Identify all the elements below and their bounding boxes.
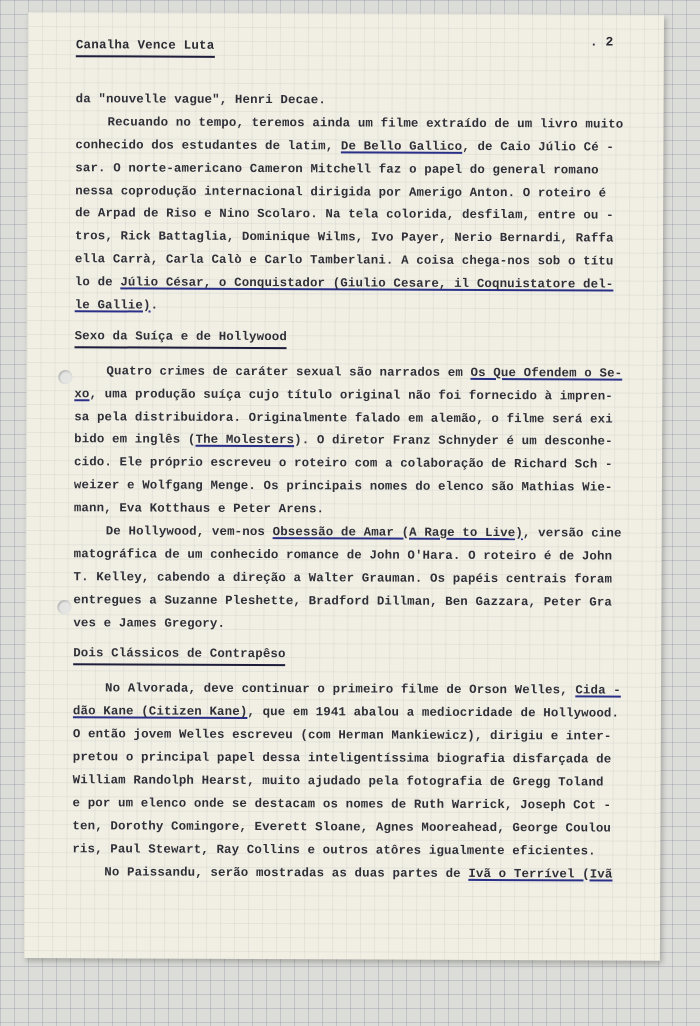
line-text: ves e James Gregory. — [73, 615, 226, 631]
punch-hole — [58, 370, 72, 384]
text-line — [75, 111, 643, 136]
text-line — [73, 612, 641, 637]
text-line — [75, 271, 643, 296]
text-line — [74, 497, 642, 522]
line-text: de Arpad de Riso e Nino Scolaro. Na tela colorida, desfilam, entre ou - — [75, 206, 614, 224]
underlined-title: Júlio César, o Conquistador (Giulio Cesare, il Coqnuistatore del- — [120, 275, 614, 292]
line-text: nessa coprodução internacional dirigida por Amerigo Anton. O roteiro é — [75, 183, 607, 201]
line-text: entregues a Suzanne Pleshette, Bradford Dillman, Ben Gazzara, Peter Gra — [73, 592, 613, 610]
text-line — [73, 746, 641, 771]
section-heading-text: Dois Clássicos de Contrapêso — [73, 647, 285, 667]
article-body — [72, 88, 643, 886]
line-text: Quatro crimes de caráter sexual são narrados em — [106, 364, 471, 380]
underlined-title: dão Kane (Citizen Kane) — [72, 704, 248, 720]
line-text: William Randolph Hearst, muito ajudado pela fotografia de Gregg Toland — [72, 773, 604, 790]
line-text: sar. O norte-americano Cameron Mitchell faz o papel do general romano — [75, 160, 599, 178]
text-line — [74, 452, 642, 477]
line-text: , versão cine — [522, 526, 622, 541]
text-line — [75, 226, 643, 251]
paragraph — [73, 520, 641, 637]
text-line — [72, 838, 640, 863]
paragraph — [76, 88, 644, 113]
line-text: . — [150, 298, 159, 313]
line-text: , que em 1941 abalou a mediocridade de Hollywood. — [247, 705, 620, 721]
text-line — [73, 700, 641, 725]
line-text: ten, Dorothy Comingore, Everett Sloane, Agnes Mooreahead, George Coulou — [72, 818, 612, 836]
text-line — [73, 769, 641, 794]
line-text: De Hollywood, vem-nos — [105, 524, 273, 540]
paragraph — [72, 861, 640, 886]
underlined-title: Ivã o Terrível (Ivã — [468, 866, 613, 882]
page-number: . 2 — [589, 34, 614, 50]
line-text: cido. Ele próprio escreveu o roteiro com a colaboração de Richard Sch - — [74, 455, 613, 472]
text-line — [75, 180, 643, 205]
text-line — [73, 589, 641, 614]
line-text: tros, Rick Battaglia, Dominique Wilms, Ivo Payer, Nerio Bernardi, Raffa — [74, 229, 614, 246]
section-heading-text: Sexo da Suíça e de Hollywood — [75, 329, 287, 349]
text-line — [73, 566, 641, 591]
line-text: pretou o principal papel dessa inteligentíssima biografia disfarçada de — [72, 750, 612, 767]
line-text: sa pela distribuidora. Originalmente falado em alemão, o filme será exi — [74, 409, 613, 427]
line-text: No Paissandu, serão mostradas as duas partes de — [104, 864, 469, 881]
text-line — [74, 383, 642, 408]
section-heading — [73, 643, 641, 668]
line-text: ella Carrà, Carla Calò e Carlo Tamberlani. A coisa chega-nos sob o títu — [74, 252, 614, 269]
line-text: mann, Eva Kotthaus e Peter Arens. — [73, 501, 325, 517]
underlined-title: Obsessão de Amar (A Rage to Live) — [272, 525, 523, 541]
text-line — [74, 474, 642, 499]
text-line — [73, 678, 641, 703]
line-text: matográfica de um conhecido romance de John O'Hara. O roteiro é de John — [73, 547, 613, 564]
text-line — [72, 861, 640, 886]
paragraph — [75, 111, 644, 319]
text-line — [72, 815, 640, 840]
line-text: e por um elenco onde se destacam os nomes de Ruth Warrick, Joseph Cot - — [72, 796, 612, 813]
line-text: , uma produção suíça cujo título original não foi fornecido à impren- — [89, 386, 613, 404]
line-text: weizer e Wolfgang Menge. Os principais nomes do elenco são Mathias Wie- — [73, 478, 613, 495]
text-line — [75, 294, 643, 319]
line-text: da "nouvelle vague", Henri Decae. — [75, 92, 326, 108]
paragraph — [74, 360, 643, 523]
text-line — [72, 792, 640, 817]
line-text: ris, Paul Stewart, Ray Collins e outros atôres igualmente eficientes. — [72, 841, 596, 859]
paragraph — [72, 678, 641, 864]
underlined-title: The Molesters — [195, 433, 295, 448]
text-line — [75, 248, 643, 273]
page-header-title: Canalha Vence Luta — [76, 38, 215, 58]
line-text: lo de — [74, 275, 121, 290]
text-line — [75, 134, 643, 159]
line-text: ). O diretor Franz Schnyder é um desconhe- — [294, 433, 613, 450]
line-text: , de Caio Júlio Cé - — [462, 139, 615, 155]
typewritten-page — [24, 12, 664, 961]
underlined-title: Cida - — [575, 683, 621, 698]
text-line — [74, 406, 642, 431]
line-text: No Alvorada, deve continuar o primeiro filme de Orson Welles, — [105, 681, 576, 698]
line-text: O então jovem Welles escreveu (com Herman Mankiewicz), dirigiu e inter- — [72, 727, 612, 744]
text-line — [74, 360, 642, 385]
line-text: conhecido dos estudantes de latim, — [75, 137, 341, 154]
line-text: bido em inglês ( — [74, 432, 196, 448]
text-line — [74, 520, 642, 545]
text-line — [73, 723, 641, 748]
line-text: Recuando no tempo, teremos ainda um filme extraído de um livro muito — [107, 115, 624, 132]
section-heading — [75, 325, 643, 350]
text-line — [74, 543, 642, 568]
text-line — [74, 429, 642, 454]
text-line — [75, 157, 643, 182]
underlined-title: Os Que Ofendem o Se- — [470, 365, 623, 381]
underlined-title: xo — [74, 386, 90, 401]
underlined-title: le Gallie) — [74, 298, 151, 313]
text-line — [76, 88, 644, 113]
underlined-title: De Bello Gallico — [340, 139, 463, 154]
line-text: T. Kelley, cabendo a direção a Walter Grauman. Os papéis centrais foram — [73, 570, 613, 587]
punch-hole — [57, 600, 71, 614]
text-line — [75, 203, 643, 228]
